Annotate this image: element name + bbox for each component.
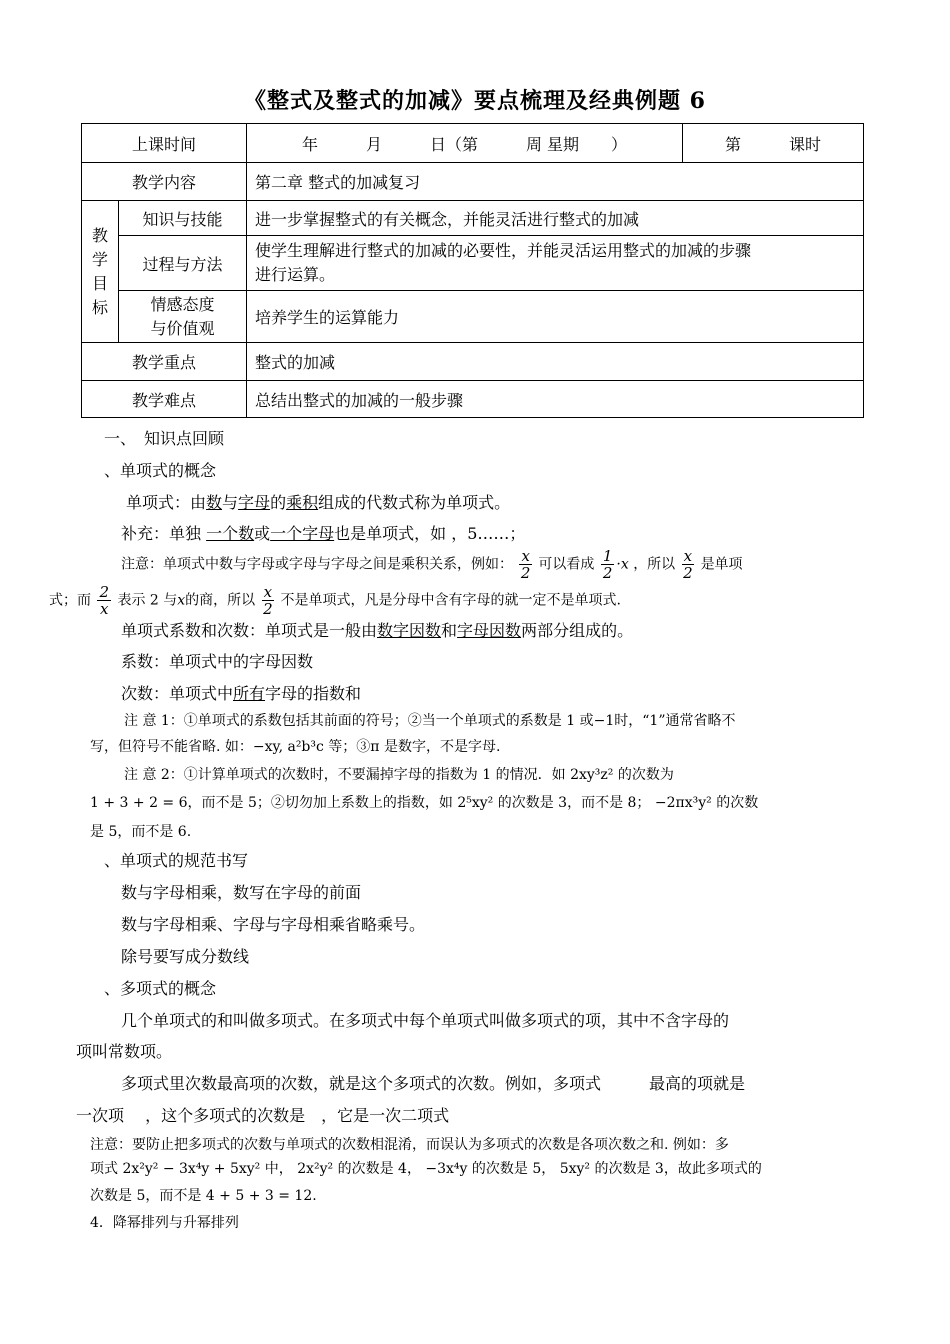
note2-line2: 1 + 3 + 2 = 6，而不是 5；②切勿加上系数上的指数，如 2⁵xy² 的次数是 3，而不是 8； −2πx³y² 的次数 xyxy=(90,795,759,811)
heading-power-order: 4．降幂排列与升幂排列 xyxy=(90,1215,239,1231)
note3-line1: 注意：要防止把多项式的次数与单项式的次数相混淆，而误认为多项式的次数是各项次数之和. 例如：多 xyxy=(90,1137,729,1153)
note1-line1: 注 意 1：①单项式的系数包括其前面的符号；②当一个单项式的系数是 1 或−1时，“1”通常省略不 xyxy=(124,713,736,729)
writing-rule-2: 数与字母相乘、字母与字母相乘省略乘号。 xyxy=(121,915,426,934)
difficulty-value: 总结出整式的加减的一般步骤 xyxy=(247,381,864,418)
note3-line2: 项式 2x²y² − 3x⁴y + 5xy² 中， 2x²y² 的次数是 4， −3x⁴y 的次数是 5， 5xy² 的次数是 3，故此多项式的 xyxy=(90,1161,762,1177)
heading-polynomial-concept: 、多项式的概念 xyxy=(104,979,217,998)
monomial-definition: 单项式：由数与字母的乘积组成的代数式称为单项式。 xyxy=(126,493,511,512)
writing-rule-1: 数与字母相乘，数写在字母的前面 xyxy=(121,883,362,902)
polynomial-paragraph2-line2: 一次项 ，这个多项式的次数是 ，它是一次二项式 xyxy=(76,1106,450,1125)
polynomial-paragraph2-line1: 多项式里次数最高项的次数，就是这个多项式的次数。例如，多项式 最高的项就是 xyxy=(121,1074,746,1093)
page-title: 《整式及整式的加减》要点梳理及经典例题 6 xyxy=(244,88,706,114)
degree-definition: 次数：单项式中所有字母的指数和 xyxy=(121,684,362,703)
note1-line2: 写，但符号不能省略. 如：−xy, a²b³c 等；③π 是数字，不是字母. xyxy=(90,739,501,755)
focus-value: 整式的加减 xyxy=(247,343,864,381)
polynomial-paragraph1-line1: 几个单项式的和叫做多项式。在多项式中每个单项式叫做多项式的项，其中不含字母的 xyxy=(121,1011,730,1030)
focus-label: 教学重点 xyxy=(82,343,247,381)
heading-monomial-concept: 、单项式的概念 xyxy=(104,461,217,480)
note-product-relation-line2: 式；而 $\frac{2}{x}$ 表示 2 与x的商，所以 $\frac{x}{2}$ 不是单项式，凡是分母中含有字母的就一定不是单项式. xyxy=(49,583,621,618)
note-product-relation-line1: 注意：单项式中数与字母或字母与字母之间是乘积关系，例如： $\frac{x}{2}$ 可以看成 $\frac{1}{2}$ ·x ，所以 $\frac{x}{2}$ 是单项 xyxy=(121,547,743,582)
emotion-label: 情感态度 与价值观 xyxy=(119,291,247,343)
difficulty-label: 教学难点 xyxy=(82,381,247,418)
period-value: 第 课时 xyxy=(683,124,864,163)
supplement-line: 补充：单独 一个数或一个字母也是单项式，如 ，5……； xyxy=(121,524,526,543)
polynomial-paragraph1-line2: 项叫常数项。 xyxy=(76,1042,173,1061)
writing-rule-3: 除号要写成分数线 xyxy=(121,947,250,966)
note2-line3: 是 5，而不是 6. xyxy=(90,824,192,840)
content-label: 教学内容 xyxy=(82,163,247,201)
section-1-heading: 一、 知识点回顾 xyxy=(104,429,225,448)
process-label: 过程与方法 xyxy=(119,236,247,291)
heading-monomial-writing: 、单项式的规范书写 xyxy=(104,851,249,870)
note2-line1: 注 意 2：①计算单项式的次数时，不要漏掉字母的指数为 1 的情况．如 2xy³z² 的次数为 xyxy=(124,767,674,783)
lesson-plan-table xyxy=(81,123,864,418)
note3-line3: 次数是 5，而不是 4 + 5 + 3 = 12. xyxy=(90,1188,317,1204)
process-value: 使学生理解进行整式的加减的必要性，并能灵活运用整式的加减的步骤 进行运算。 xyxy=(247,236,864,291)
time-value: 年 月 日（第 周 星期 ） xyxy=(247,124,683,163)
coefficient-degree-line: 单项式系数和次数：单项式是一般由数字因数和字母因数两部分组成的。 xyxy=(121,621,634,640)
coefficient-definition: 系数：单项式中的字母因数 xyxy=(121,652,314,671)
time-label: 上课时间 xyxy=(82,124,247,163)
emotion-value: 培养学生的运算能力 xyxy=(247,291,864,343)
knowledge-value: 进一步掌握整式的有关概念，并能灵活进行整式的加减 xyxy=(247,201,864,236)
content-value: 第二章 整式的加减复习 xyxy=(247,163,864,201)
knowledge-label: 知识与技能 xyxy=(119,201,247,236)
goal-label: 教 学 目 标 xyxy=(82,201,119,343)
